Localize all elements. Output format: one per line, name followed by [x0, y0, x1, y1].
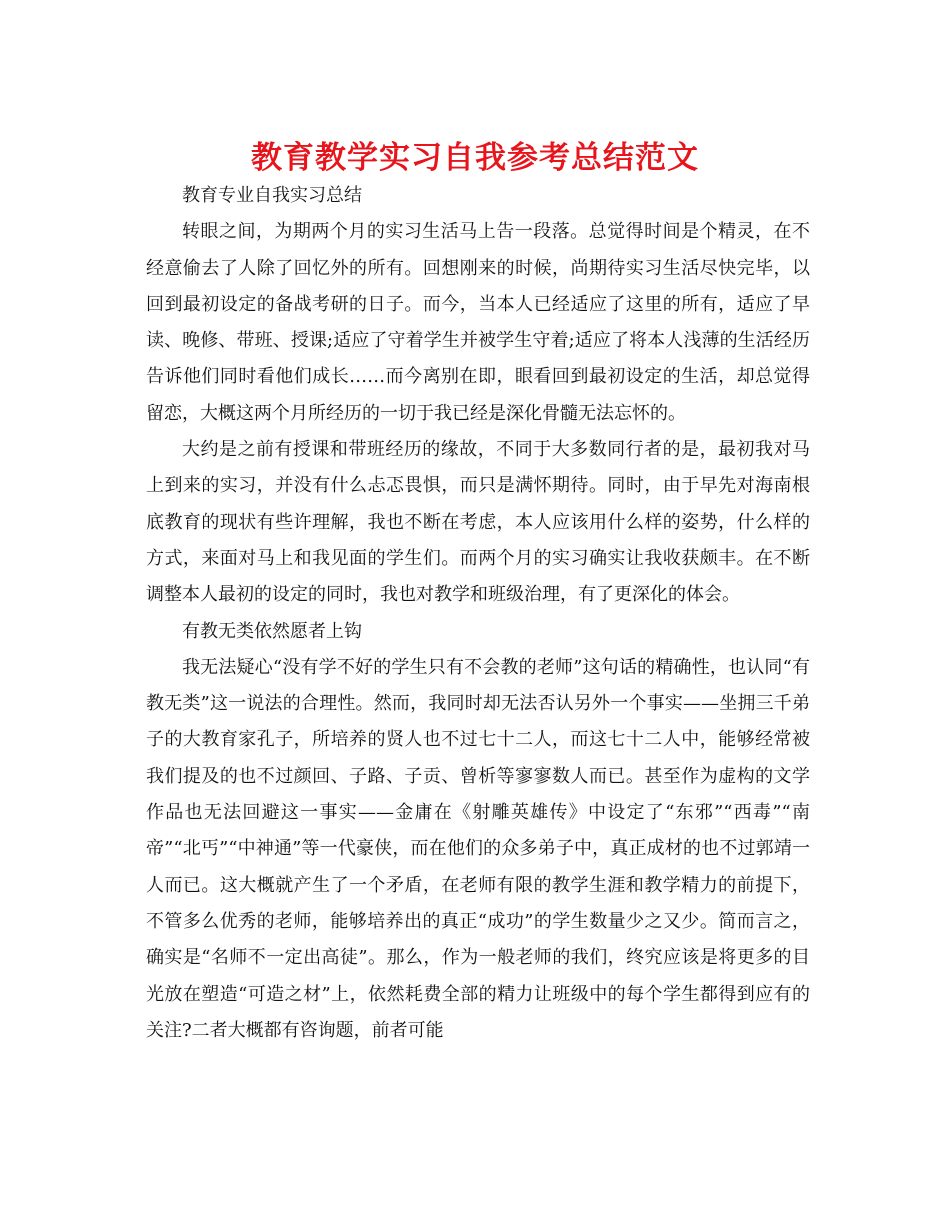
body-paragraph: 转眼之间，为期两个月的实习生活马上告一段落。总觉得时间是个精灵，在不经意偷去了人除了回忆外的所有。回想刚来的时候，尚期待实习生活尽快完毕，以回到最初设定的备战考研的日子。而今，当本人已经适应了这里的所有，适应了早读、晚修、带班、授课;适应了守着学生并被学生守着;适应了将本人浅薄的生活经历告诉他们同时看他们成长……而今离别在即，眼看回到最初设定的生活，却总觉得留恋，大概这两个月所经历的一切于我已经是深化骨髓无法忘怀的。 [146, 221, 810, 424]
body-paragraph: 我无法疑心“没有学不好的学生只有不会教的老师”这句话的精确性，也认同“有教无类”这一说法的合理性。然而，我同时却无法否认另外一个事实——坐拥三千弟子的大教育家孔子，所培养的贤人也不过七十二人，而这七十二人中，能够经常被我们提及的也不过颜回、子路、子贡、曾析等寥寥数人而已。甚至作为虚构的文学作品也无法回避这一事实——金庸在《射雕英雄传》中设定了“东邪”“西毒”“南帝”“北丐”“中神通”等一代豪侠，而在他们的众多弟子中，真正成材的也不过郭靖一人而已。这大概就产生了一个矛盾，在老师有限的教学生涯和教学精力的前提下，不管多么优秀的老师，能够培养出的真正“成功”的学生数量少之又少。简而言之，确实是“名师不一定出高徒”。那么，作为一般老师的我们，终究应该是将更多的目光放在塑造“可造之材”上，依然耗费全部的精力让班级中的每个学生都得到应有的关注?二者大概都有咨询题，前者可能 [146, 656, 810, 1041]
section-heading: 有教无类依然愿者上钩 [182, 620, 362, 642]
body-paragraph: 大约是之前有授课和带班经历的缘故，不同于大多数同行者的是，最初我对马上到来的实习，并没有什么忐忑畏惧，而只是满怀期待。同时，由于早先对海南根底教育的现状有些许理解，我也不断在考虑，本人应该用什么样的姿势，什么样的方式，来面对马上和我见面的学生们。而两个月的实习确实让我收获颇丰。在不断调整本人最初的设定的同时，我也对教学和班级治理，有了更深化的体会。 [146, 439, 810, 606]
section-heading: 教育专业自我实习总结 [182, 185, 362, 206]
document-title: 教育教学实习自我参考总结范文 [251, 140, 699, 176]
document-body [146, 178, 810, 1049]
